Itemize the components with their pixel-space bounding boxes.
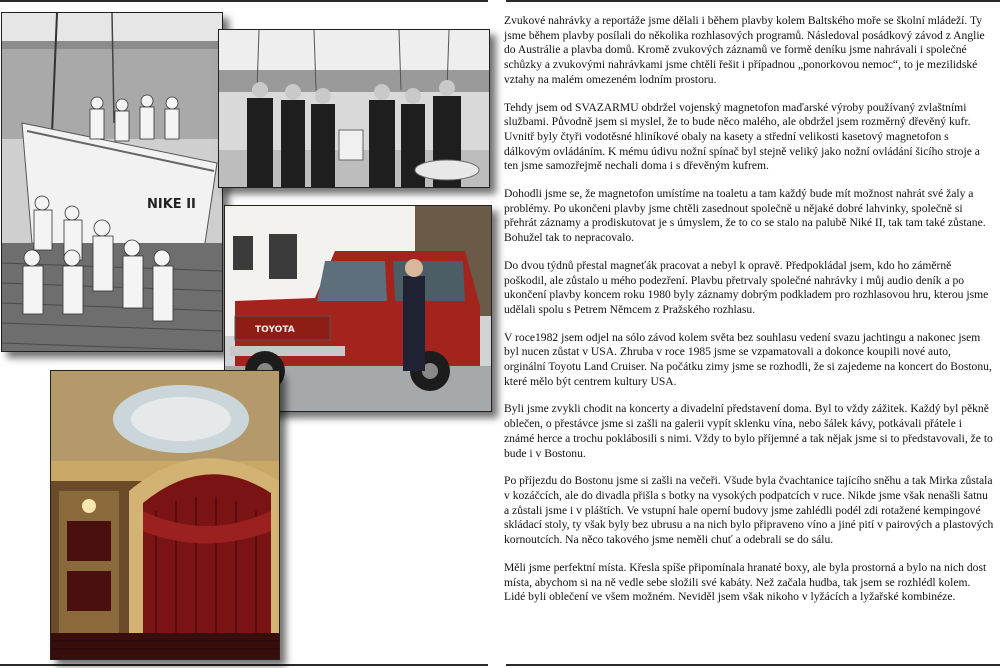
paragraph-5: V roce1982 jsem odjel na sólo závod kolem světa bez souhlasu vedení svazu jachtingu a nakonec jsem byl nucen zůstat v USA. Zhruba v roce 1985 jsme se vzpamatovali a dokonce koupili nové auto, orginální Toyotu Land Cruiser. Na počátku zimy jsme se rozhodli, že si zajedeme na koncert do Bostonu, které mělo být centrem kultury USA. — [504, 330, 992, 388]
crew-blazers-photo — [218, 29, 490, 188]
paragraph-1: Zvukové nahrávky a reportáže jsme dělali i během plavby kolem Baltského moře se školní mládeží. Ty jsme během plavby posílali do několika rozhlasových programů. Následoval posádkový závod z Anglie do Austrálie a plavba domů. Kromě zvukových záznamů ve formě deníku jsme nahrávali i společné schůzky a zvukovými nahrávkami jsme chtěli řešit i případnou „ponorkovou nemoc“, to je mezilidské vztahy na malém omezeném lodním prostoru. — [504, 14, 985, 86]
toyota-grille-label: TOYOTA — [255, 325, 295, 335]
paragraph-7: Po příjezdu do Bostonu jsme si zašli na večeři. Všude byla čvachtanice tajícího sněhu a tak Mirka zůstala v kozáčcích, ale do divadla přišla s botky na vysokých podpatcích v ruce. Nikde jsme však nenašli šatnu a zůstali jsme i v pláštích. Ve vstupní hale operní budovy jsme zahlédli podél zdi rotažené kempingové skládací stoly, ty však byly bez ubrusu a na nich bylo připraveno víno a jiné pití v pairových a plastových kornoutcích. Na něco takového jsme neměli chuť a odebrali se do sálu. — [504, 474, 994, 547]
top-rule-right — [506, 0, 1000, 2]
paragraph-8: Měli jsme perfektní místa. Křesla spíše připomínala hranaté boxy, ale byla prostorná a bylo na nich dost místa, abychom si na ně vedle sebe složili své kabáty. Než začala hudba, tak jsem se rozhlédl kolem. Lidé byli oblečení ve všem možném. Neviděl jsem však nikoho v lyžácích a lyžařské kombinéze. — [504, 560, 987, 604]
paragraph-4: Do dvou týdnů přestal magneťák pracovat a nebyl k opravě. Předpokládal jsem, kdo ho záměrně poškodil, ale zůstalo u mého podezření. Plavbu přetrvaly společné nahrávky i můj audio deník a po ukončení plavby koncem roku 1980 byly záznamy dobrým podkladem pro rozhlasovou hru, kterou jsme udělali spolu s Petrem Němcem z Pražského rozhlasu. — [504, 258, 989, 316]
paragraph-3: Dohodli jsme se, že magnetofon umístíme na toaletu a tam každý bude mít možnost nahrát své žaly a problémy. Po ukončeni plavby jsme chtěli zasednout společně u nějaké dobré lahvinky, společně si přehrát záznamy a prodiskutovat je s úmyslem, že to co se stalo na palubě Niké II, tak tam také zůstane. Bohužel tak to nepracovalo. — [504, 187, 986, 245]
paragraph-2: Tehdy jsem od SVAZARMU obdržel vojenský magnetofon maďarské výroby používaný zvlaštními službami. Původně jsem si myslel, že to bude něco malého, ale obdržel jsem rozměrný dřevěný kufr. Uvnitř byly čtyři vodotěsné hliníkové obaly na kasety a střední velikosti kasetový magnetofon s dálkovým ovládáním. K mému údivu nožní spínač byl stejně veliký jako nožní ovládání šicího stroje a ten jsme samozřejmě nechali doma i s dřevěným kufrem. — [504, 100, 980, 173]
paragraph-6: Byli jsme zvykli chodit na koncerty a divadelní představení doma. Byl to vždy zážitek. Každý byl pěkně oblečen, o přestávce jsme si zašli na galerii vypít sklenku vína, nebo šálek kávy, potkávali přátele i známé herce a trochu poklábosili s nimi. Vždy to bylo příjemné a tak nějak jsme si to představovali, že to bude i v Bostonu. — [504, 402, 993, 460]
boston-opera-house-photo — [50, 370, 280, 660]
article-text — [504, 14, 994, 618]
bottom-rule-right — [506, 664, 1000, 666]
top-rule-left — [0, 0, 488, 2]
bottom-rule-left — [0, 664, 488, 666]
crew-yacht-photo — [1, 12, 223, 352]
hull-name-label: NIKE II — [147, 197, 196, 212]
